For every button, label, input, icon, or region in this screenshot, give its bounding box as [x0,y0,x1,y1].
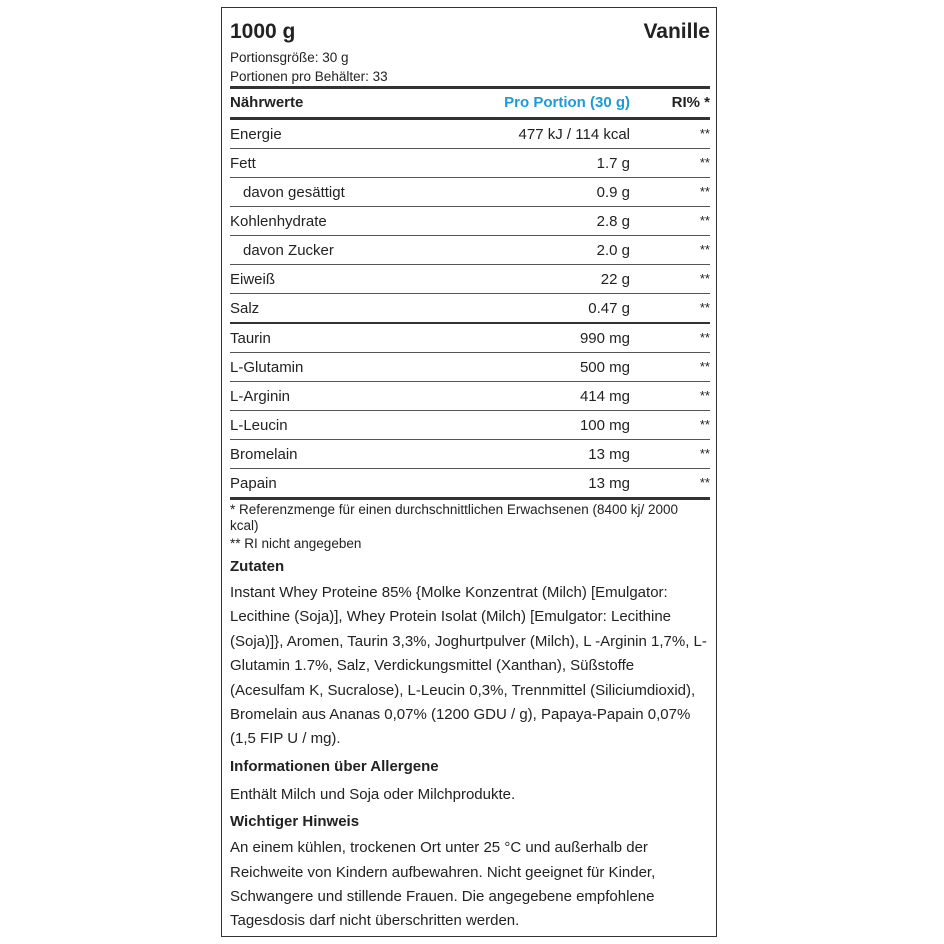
nutrient-name: L-Leucin [230,417,288,434]
nutrient-name: Papain [230,475,277,492]
table-row [230,469,710,497]
nutrient-ri: ** [699,359,710,374]
table-row [230,149,710,177]
flavor-name: Vanille [643,20,710,43]
ingredients-text: Instant Whey Proteine 85% {Molke Konzentrat (Milch) [Emulgator: Lecithine (Soja)], Whey Protein Isolat (Milch) [Emulgator: Lecithine (Soja)]}, Aromen, Taurin 3,3%, Joghurtpulver (Milch), L -Arginin 1,7%, L-Glutamin 1.7%, Salz, Verdickungsmittel (Xanthan), Süßstoffe (Acesulfam K, Sucralose), L-Leucin 0,3%, Trennmittel (Siliciumdioxid), Bromelain aus Ananas 0,07% (1200 GDU / g), Papaya-Papain 0,07% (1,5 FIP U / mg). [230,584,707,748]
allergens-text: Enthält Milch und Soja oder Milchprodukte. [230,785,516,803]
nutrient-value: 414 mg [579,388,630,405]
column-header-name: Nährwerte [230,94,304,111]
allergens-title: Informationen über Allergene [230,757,439,775]
notice-title: Wichtiger Hinweis [230,813,360,831]
footnote-reference: * Referenzmenge für einen durchschnittlichen Erwachsenen (8400 kj/ 2000 kcal) [230,502,679,533]
nutrient-name: davon Zucker [243,242,334,259]
table-row [230,120,710,148]
package-size: 1000 g [230,20,296,43]
label-header [230,8,710,86]
table-row [230,294,710,322]
label-content [230,8,710,934]
table-row [230,265,710,293]
column-header-ri: RI% * [671,94,710,111]
nutrient-value: 477 kJ / 114 kcal [518,126,630,143]
footnote-not-given: ** RI nicht angegeben [230,536,362,551]
nutrient-ri: ** [699,155,710,170]
nutrient-ri: ** [699,213,710,228]
nutrient-ri: ** [699,184,710,199]
nutrient-name: L-Arginin [230,388,291,405]
table-row [230,353,710,381]
table-row [230,207,710,235]
nutrient-ri: ** [699,475,710,490]
nutrition-label [221,7,717,937]
serving-size: Portionsgröße: 30 g [230,50,349,65]
ingredients-title: Zutaten [230,558,285,575]
nutrient-ri: ** [699,242,710,257]
nutrient-ri: ** [699,300,710,315]
table-row [230,382,710,410]
nutrient-value: 0.9 g [596,184,630,201]
table-header [230,89,710,117]
nutrient-ri: ** [699,388,710,403]
notice-text: An einem kühlen, trockenen Ort unter 25 °C und außerhalb der Reichweite von Kindern aufbewahren. Nicht geeignet für Kinder, Schwangere und stillende Frauen. Die angegebene empfohlene Tagesdosis darf nicht überschritten werden. [230,839,656,930]
nutrient-value: 500 mg [579,359,630,376]
nutrient-name: Bromelain [230,446,298,463]
nutrient-value: 13 mg [588,475,630,492]
column-header-per-portion: Pro Portion (30 g) [504,94,630,111]
nutrient-value: 0.47 g [588,300,630,317]
nutrient-value: 2.0 g [596,242,630,259]
nutrient-ri: ** [699,446,710,461]
nutrient-value: 100 mg [579,417,630,434]
table-row [230,324,710,352]
nutrient-value: 22 g [600,271,630,288]
table-row [230,236,710,264]
nutrient-ri: ** [699,271,710,286]
table-row [230,411,710,439]
nutrient-name: Taurin [230,330,271,347]
nutrient-value: 2.8 g [596,213,630,230]
nutrient-ri: ** [699,417,710,432]
servings-per-container: Portionen pro Behälter: 33 [230,69,388,84]
nutrient-name: Salz [230,300,260,317]
nutrient-name: Eiweiß [230,271,276,288]
table-row [230,178,710,206]
nutrient-value: 13 mg [588,446,630,463]
nutrient-value: 990 mg [579,330,630,347]
table-row [230,440,710,468]
nutrient-ri: ** [699,330,710,345]
nutrient-value: 1.7 g [596,155,630,172]
nutrient-name: Fett [230,155,256,172]
divider-thick [230,497,710,500]
nutrient-name: L-Glutamin [230,359,304,376]
nutrient-name: Energie [230,126,282,143]
nutrient-name: davon gesättigt [243,184,345,201]
nutrient-ri: ** [699,126,710,141]
nutrient-name: Kohlenhydrate [230,213,327,230]
